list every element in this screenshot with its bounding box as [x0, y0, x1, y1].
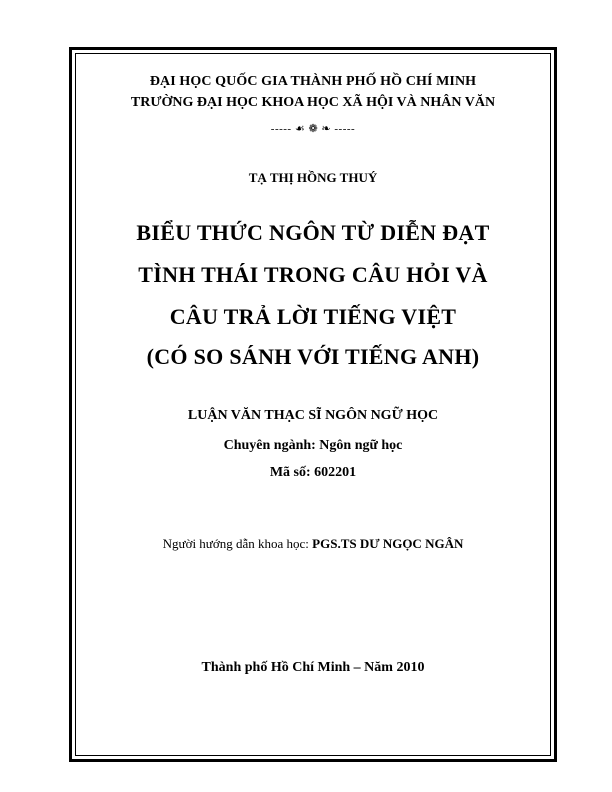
university-name: ĐẠI HỌC QUỐC GIA THÀNH PHỐ HỒ CHÍ MINH: [149, 74, 477, 89]
thesis-title-line-1: BIỂU THỨC NGÔN TỪ DIỄN ĐẠT: [136, 220, 490, 245]
ornament-divider: ----- ☙ ❁ ❧ -----: [270, 123, 356, 135]
advisor-name: PGS.TS DƯ NGỌC NGÂN: [312, 536, 464, 551]
place-and-year: Thành phố Hồ Chí Minh – Năm 2010: [201, 660, 425, 675]
author-name: TẠ THỊ HỒNG THUÝ: [248, 170, 378, 185]
page-border-inner: [75, 53, 551, 756]
major-code: Mã số: 602201: [269, 465, 357, 480]
faculty-name: TRƯỜNG ĐẠI HỌC KHOA HỌC XÃ HỘI VÀ NHÂN VĂN: [130, 95, 496, 110]
degree-label: LUẬN VĂN THẠC SĨ NGÔN NGỮ HỌC: [187, 408, 439, 423]
thesis-title-line-4: (CÓ SO SÁNH VỚI TIẾNG ANH): [146, 344, 480, 369]
thesis-title-line-3: CÂU TRẢ LỜI TIẾNG VIỆT: [169, 304, 457, 329]
advisor-label: Người hướng dẫn khoa học:: [162, 536, 313, 551]
thesis-title-line-2: TÌNH THÁI TRONG CÂU HỎI VÀ: [138, 262, 488, 287]
major-label: Chuyên ngành: Ngôn ngữ học: [223, 438, 403, 453]
advisor-line: [69, 536, 557, 552]
